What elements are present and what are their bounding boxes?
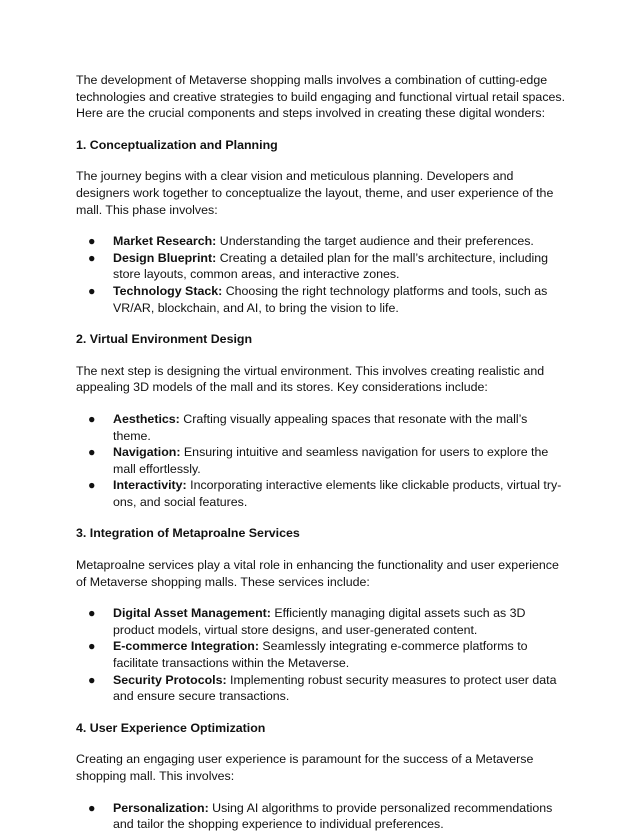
list-item-text: Incorporating interactive elements like clickable products, virtual try-ons, and social features. [113, 478, 562, 509]
bullet-icon: ● [88, 672, 96, 687]
list-item [76, 444, 568, 477]
list-item-term: Security Protocols: [113, 672, 227, 687]
bullet-list [76, 411, 568, 511]
list-item-term: Digital Asset Management: [113, 606, 271, 621]
bullet-list [76, 605, 568, 705]
list-item-term: Design Blueprint: [113, 250, 217, 265]
bullet-icon: ● [88, 800, 96, 815]
list-item [76, 250, 568, 283]
bullet-icon: ● [88, 606, 96, 621]
bullet-icon: ● [88, 478, 96, 493]
list-item-text: Understanding the target audience and their preferences. [216, 234, 534, 249]
bullet-icon: ● [88, 283, 96, 298]
list-item [76, 672, 568, 705]
bullet-icon: ● [88, 234, 96, 249]
list-item-text: Creating a detailed plan for the mall’s architecture, including store layouts, common areas, and interactive zones. [113, 250, 549, 282]
list-item [76, 605, 568, 638]
list-item [76, 477, 568, 510]
list-item-term: Technology Stack: [113, 283, 223, 298]
section-heading: 4. User Experience Optimization [76, 720, 266, 735]
list-item-text: Seamlessly integrating e-commerce platforms to facilitate transactions within the Metaverse. [113, 639, 528, 671]
section-heading: 2. Virtual Environment Design [76, 332, 253, 347]
list-item [76, 233, 568, 250]
section-paragraph: The next step is designing the virtual environment. This involves creating realistic and appealing 3D models of the mall and its stores. Key considerations include: [76, 363, 545, 395]
list-item [76, 411, 568, 444]
list-item [76, 638, 568, 671]
list-item [76, 800, 568, 833]
section-heading: 3. Integration of Metaproalne Services [76, 526, 300, 541]
bullet-icon: ● [88, 639, 96, 654]
bullet-list [76, 800, 568, 833]
list-item-text: Efficiently managing digital assets such as 3D product models, virtual store designs, and user-generated content. [113, 606, 526, 637]
list-item-term: E-commerce Integration: [113, 639, 259, 654]
list-item-term: Navigation: [113, 445, 181, 460]
list-item-term: Aesthetics: [113, 411, 180, 426]
bullet-list [76, 233, 568, 316]
list-item-text: Choosing the right technology platforms and tools, such as VR/AR, blockchain, and AI, to bring the vision to life. [113, 283, 548, 315]
list-item-text: Implementing robust security measures to protect user data and ensure secure transactions. [113, 672, 557, 704]
list-item-text: Ensuring intuitive and seamless navigation for users to explore the mall effortlessly. [113, 445, 549, 476]
bullet-icon: ● [88, 445, 96, 460]
list-item-text: Using AI algorithms to provide personalized recommendations and tailor the shopping experience to individual preferences. [113, 800, 553, 832]
list-item-term: Market Research: [113, 234, 217, 249]
bullet-icon: ● [88, 411, 96, 426]
section-heading: 1. Conceptualization and Planning [76, 137, 278, 152]
bullet-icon: ● [88, 250, 96, 265]
list-item [76, 283, 568, 316]
list-item-term: Personalization: [113, 800, 209, 815]
section-paragraph: Creating an engaging user experience is paramount for the success of a Metaverse shopping mall. This involves: [76, 752, 534, 783]
section-paragraph: The journey begins with a clear vision and meticulous planning. Developers and designers work together to conceptualize the layout, theme, and user experience of the mall. This phase involves: [76, 169, 554, 217]
section-paragraph: Metaproalne services play a vital role in enhancing the functionality and user experience of Metaverse shopping malls. These services include: [76, 558, 559, 589]
list-item-term: Interactivity: [113, 478, 187, 493]
list-item-text: Crafting visually appealing spaces that resonate with the mall’s theme. [113, 411, 528, 443]
intro-paragraph: The development of Metaverse shopping malls involves a combination of cutting-edge technologies and creative strategies to build engaging and functional virtual retail spaces. Here are the crucial components and steps involved in creating these digital wonders: [76, 73, 566, 121]
